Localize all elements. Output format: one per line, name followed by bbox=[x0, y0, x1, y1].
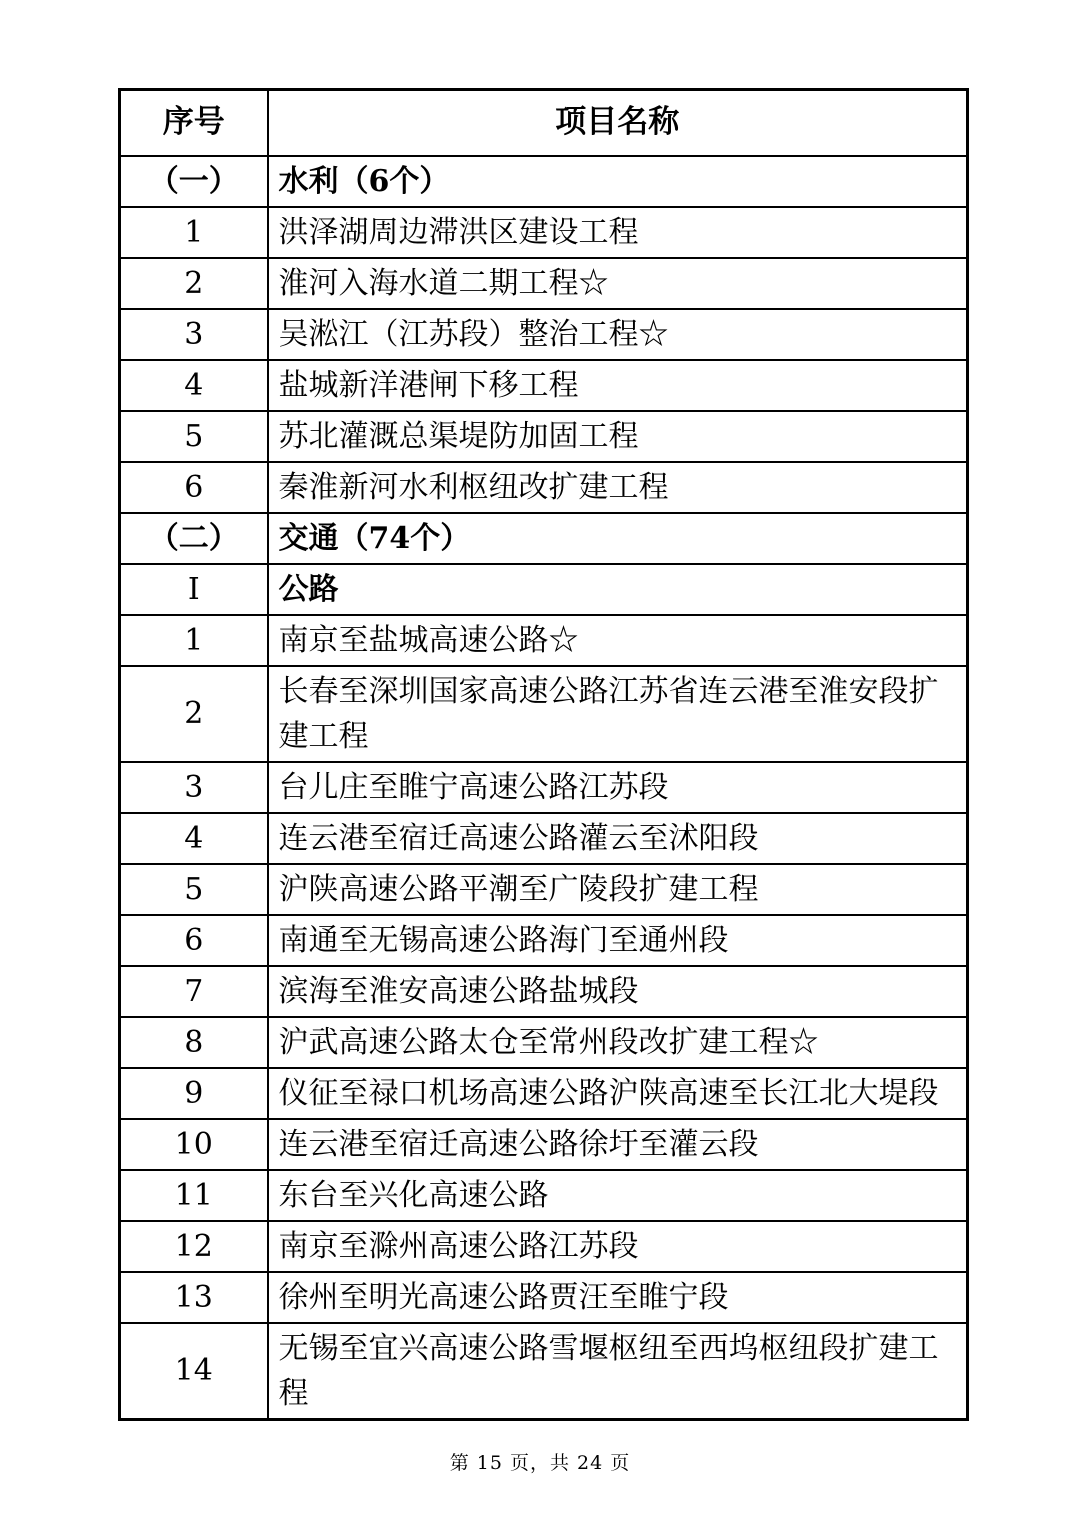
project-name: 连云港至宿迁高速公路灌云至沭阳段 bbox=[268, 813, 968, 864]
table-row bbox=[120, 462, 968, 513]
table-row bbox=[120, 1272, 968, 1323]
row-number: 1 bbox=[120, 615, 268, 666]
project-name: 公路 bbox=[268, 564, 968, 615]
document-page bbox=[118, 88, 969, 1421]
project-name: 交通（74个） bbox=[268, 513, 968, 564]
table-row bbox=[120, 258, 968, 309]
table-header-row bbox=[120, 90, 968, 156]
row-number: 6 bbox=[120, 915, 268, 966]
row-number: 13 bbox=[120, 1272, 268, 1323]
project-name: 仪征至禄口机场高速公路沪陕高速至长江北大堤段 bbox=[268, 1068, 968, 1119]
table-row bbox=[120, 864, 968, 915]
table-row bbox=[120, 1068, 968, 1119]
row-number: 12 bbox=[120, 1221, 268, 1272]
column-header-serial: 序号 bbox=[120, 90, 268, 156]
row-number: 7 bbox=[120, 966, 268, 1017]
project-name: 沪武高速公路太仓至常州段改扩建工程☆ bbox=[268, 1017, 968, 1068]
row-number: 4 bbox=[120, 360, 268, 411]
table-row bbox=[120, 564, 968, 615]
row-number: 6 bbox=[120, 462, 268, 513]
project-name: 徐州至明光高速公路贾汪至睢宁段 bbox=[268, 1272, 968, 1323]
row-number: 9 bbox=[120, 1068, 268, 1119]
project-name: 水利（6个） bbox=[268, 156, 968, 207]
project-name: 连云港至宿迁高速公路徐圩至灌云段 bbox=[268, 1119, 968, 1170]
project-name: 南通至无锡高速公路海门至通州段 bbox=[268, 915, 968, 966]
row-number: 3 bbox=[120, 762, 268, 813]
table-row bbox=[120, 966, 968, 1017]
row-number: 4 bbox=[120, 813, 268, 864]
project-name: 淮河入海水道二期工程☆ bbox=[268, 258, 968, 309]
project-name: 秦淮新河水利枢纽改扩建工程 bbox=[268, 462, 968, 513]
row-number: 14 bbox=[120, 1323, 268, 1420]
project-name: 长春至深圳国家高速公路江苏省连云港至淮安段扩建工程 bbox=[268, 666, 968, 762]
table-row bbox=[120, 411, 968, 462]
project-name: 盐城新洋港闸下移工程 bbox=[268, 360, 968, 411]
row-number: 5 bbox=[120, 411, 268, 462]
row-number: 2 bbox=[120, 666, 268, 762]
table-row bbox=[120, 762, 968, 813]
project-name: 东台至兴化高速公路 bbox=[268, 1170, 968, 1221]
project-name: 滨海至淮安高速公路盐城段 bbox=[268, 966, 968, 1017]
project-name: 台儿庄至睢宁高速公路江苏段 bbox=[268, 762, 968, 813]
row-number: I bbox=[120, 564, 268, 615]
project-name: 无锡至宜兴高速公路雪堰枢纽至西坞枢纽段扩建工程 bbox=[268, 1323, 968, 1420]
table-row bbox=[120, 156, 968, 207]
project-name: 苏北灌溉总渠堤防加固工程 bbox=[268, 411, 968, 462]
row-number: 11 bbox=[120, 1170, 268, 1221]
project-name: 洪泽湖周边滞洪区建设工程 bbox=[268, 207, 968, 258]
project-table bbox=[118, 88, 969, 1421]
row-number: （二） bbox=[120, 513, 268, 564]
table-row bbox=[120, 207, 968, 258]
row-number: 5 bbox=[120, 864, 268, 915]
row-number: 10 bbox=[120, 1119, 268, 1170]
table-row bbox=[120, 1170, 968, 1221]
row-number: 1 bbox=[120, 207, 268, 258]
table-row bbox=[120, 615, 968, 666]
page-footer: 第 15 页，共 24 页 bbox=[449, 1452, 631, 1474]
table-row bbox=[120, 1119, 968, 1170]
row-number: （一） bbox=[120, 156, 268, 207]
project-name: 南京至盐城高速公路☆ bbox=[268, 615, 968, 666]
table-row bbox=[120, 309, 968, 360]
table-row bbox=[120, 360, 968, 411]
table-row bbox=[120, 1017, 968, 1068]
project-name: 南京至滁州高速公路江苏段 bbox=[268, 1221, 968, 1272]
table-body bbox=[120, 156, 968, 1420]
row-number: 2 bbox=[120, 258, 268, 309]
table-row bbox=[120, 1323, 968, 1420]
table-row bbox=[120, 1221, 968, 1272]
row-number: 3 bbox=[120, 309, 268, 360]
table-row bbox=[120, 915, 968, 966]
column-header-project-name: 项目名称 bbox=[268, 90, 968, 156]
row-number: 8 bbox=[120, 1017, 268, 1068]
table-row bbox=[120, 666, 968, 762]
table-row bbox=[120, 513, 968, 564]
table-row bbox=[120, 813, 968, 864]
project-name: 沪陕高速公路平潮至广陵段扩建工程 bbox=[268, 864, 968, 915]
project-name: 吴淞江（江苏段）整治工程☆ bbox=[268, 309, 968, 360]
